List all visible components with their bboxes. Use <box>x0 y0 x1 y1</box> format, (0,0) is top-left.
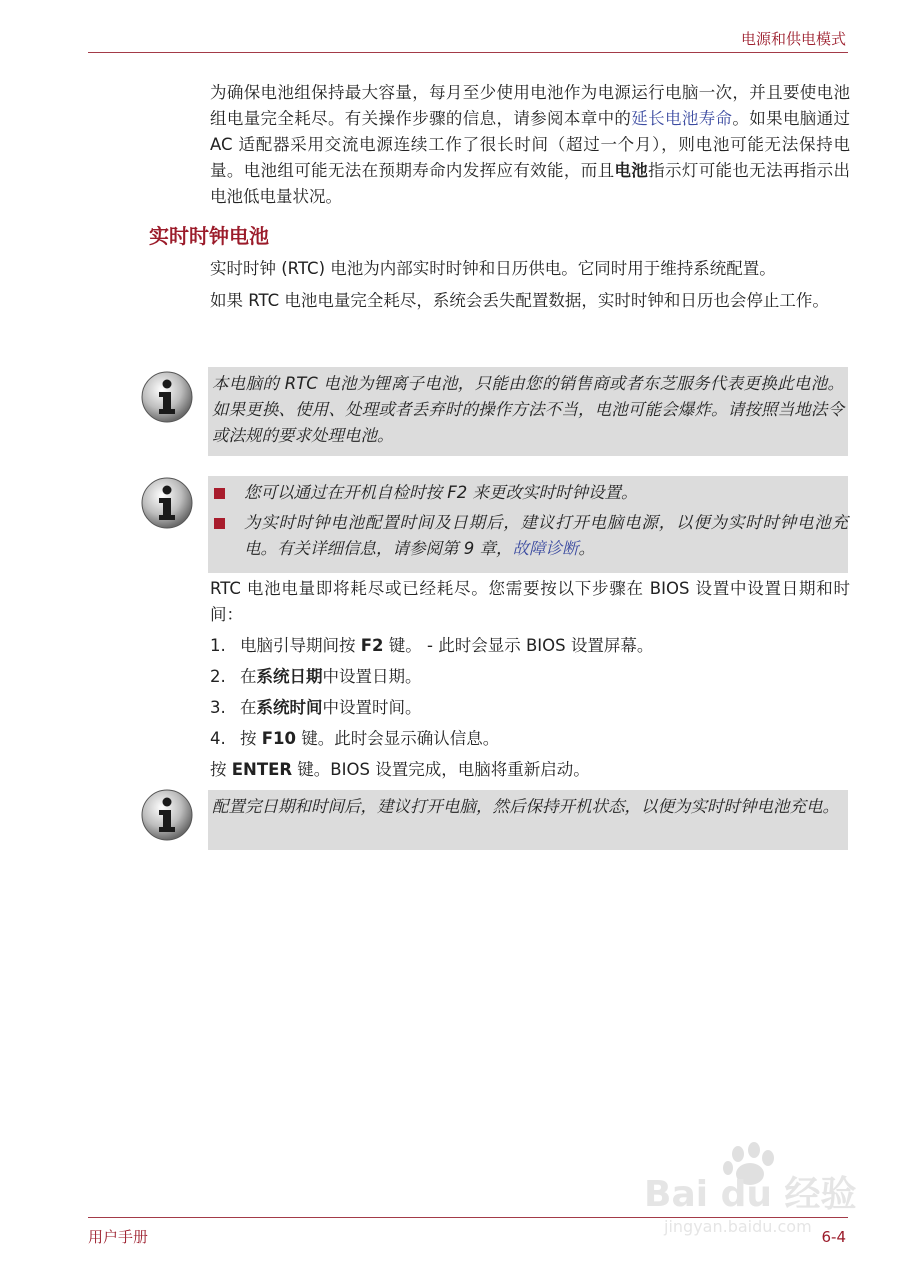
intro-section <box>210 80 850 210</box>
square-bullet-icon <box>214 518 225 529</box>
note-2-bullet-1 <box>208 480 848 506</box>
info-icon <box>140 370 194 424</box>
note-box-1 <box>208 367 848 456</box>
intro-text-a: 为确保电池组保持最大容量，每月至少使用电池作为电源运行电脑一次，并且要使电池组电量完全耗尽。有关操作步骤的信息，请参阅本章中的 <box>210 83 850 128</box>
header-divider <box>88 52 848 53</box>
step-key: 系统日期 <box>256 667 323 686</box>
page-number: 6-4 <box>821 1228 846 1246</box>
rtc-intro <box>210 256 850 314</box>
battery-life-link[interactable]: 延长电池寿命 <box>631 109 733 128</box>
step-text-b: 键。 - 此时会显示 BIOS 设置屏幕。 <box>383 636 654 655</box>
running-header: 电源和供电模式 <box>740 30 846 48</box>
final-text-a: 按 <box>210 760 232 779</box>
troubleshooting-link[interactable]: 故障诊断 <box>512 539 579 558</box>
step-number: 4. <box>210 729 226 748</box>
intro-text-b: 。如果电脑通过 AC 适配器采用交流电源连续工作了很长时间（超过一个月），则电池可能无法保持电量。电池组可能无法在预期寿命内发挥应有效能，而且 <box>210 109 851 180</box>
step-number: 2. <box>210 667 226 686</box>
footer-divider <box>88 1217 848 1218</box>
step-text-b: 键。此时会显示确认信息。 <box>295 729 500 748</box>
bullet-2-text-b: 。 <box>578 539 595 558</box>
step-item <box>210 723 850 754</box>
step-text-a: 在 <box>240 667 257 686</box>
step-key: F10 <box>261 729 296 748</box>
step-text-b: 中设置日期。 <box>322 667 422 686</box>
rtc-para-1: 实时时钟 (RTC) 电池为内部实时时钟和日历供电。它同时用于维持系统配置。 <box>210 259 776 278</box>
note-box-3 <box>208 790 848 850</box>
watermark-brand: Bai du 经验 <box>644 1174 857 1215</box>
battery-bold: 电池 <box>614 161 649 180</box>
step-text-b: 中设置时间。 <box>322 698 422 717</box>
watermark-url: jingyan.baidu.com <box>664 1217 812 1236</box>
bullet-1-text: 您可以通过在开机自检时按 F2 来更改实时时钟设置。 <box>244 483 638 502</box>
bullet-2-text-a: 为实时时钟电池配置时间及日期后，建议打开电脑电源，以便为实时时钟电池充电。有关详细信息，请参阅第 9 章， <box>244 513 848 558</box>
rtc-steps-section <box>210 576 850 785</box>
step-item <box>210 692 850 723</box>
rtc-steps-intro: RTC 电池电量即将耗尽或已经耗尽。您需要按以下步骤在 BIOS 设置中设置日期和时间： <box>210 579 850 624</box>
note-box-2 <box>208 476 848 573</box>
info-icon <box>140 476 194 530</box>
step-text-a: 按 <box>240 729 262 748</box>
final-text-b: 键。BIOS 设置完成，电脑将重新启动。 <box>292 760 590 779</box>
intro-paragraph <box>210 80 850 210</box>
step-text-a: 在 <box>240 698 257 717</box>
step-item <box>210 630 850 661</box>
step-text-a: 电脑引导期间按 <box>240 636 361 655</box>
steps-list <box>210 630 850 754</box>
info-icon <box>140 788 194 842</box>
note-1-text: 本电脑的 RTC 电池为锂离子电池，只能由您的销售商或者东芝服务代表更换此电池。如果更换、使用、处理或者丢弃时的操作方法不当，电池可能会爆炸。请按照当地法令或法规的要求处理电池。 <box>212 374 844 445</box>
note-2-bullet-2 <box>208 510 848 562</box>
rtc-para-2: 如果 RTC 电池电量完全耗尽，系统会丢失配置数据，实时时钟和日历也会停止工作。 <box>210 291 829 310</box>
intro-text-c: 指示灯可能也无法再指示出电池低电量状况。 <box>210 161 851 206</box>
section-heading: 实时时钟电池 <box>149 224 269 248</box>
enter-key: ENTER <box>231 760 293 779</box>
step-key: 系统时间 <box>256 698 323 717</box>
square-bullet-icon <box>214 488 225 499</box>
step-number: 1. <box>210 636 226 655</box>
final-instruction <box>210 754 850 785</box>
step-key: F2 <box>360 636 384 655</box>
step-number: 3. <box>210 698 226 717</box>
step-item <box>210 661 850 692</box>
note-3-text: 配置完日期和时间后，建议打开电脑，然后保持开机状态，以便为实时时钟电池充电。 <box>212 797 839 816</box>
footer-manual-label: 用户手册 <box>88 1228 149 1246</box>
